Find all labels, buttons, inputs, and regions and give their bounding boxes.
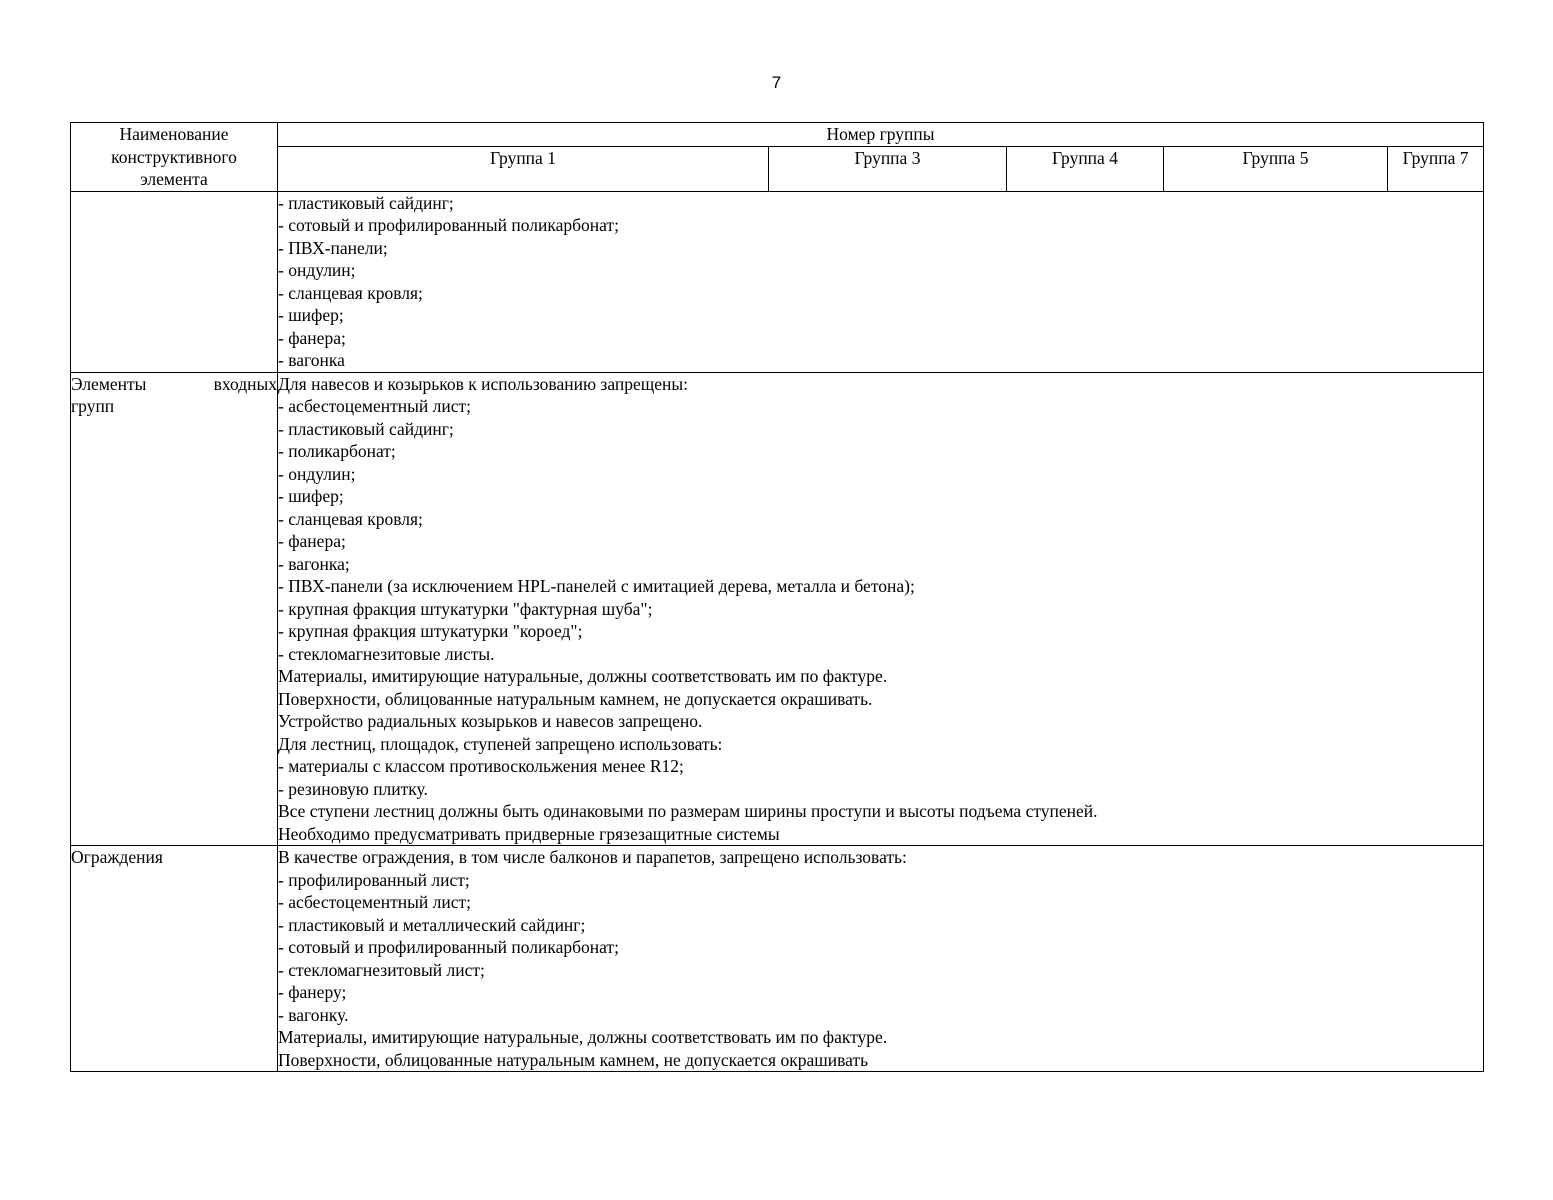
requirement-line: - профилированный лист; [278, 869, 470, 890]
requirement-line: Все ступени лестниц должны быть одинаковыми по размерам ширины проступи и высоты подъема ступеней. [278, 801, 1098, 821]
requirement-line: Необходимо предусматривать придверные грязезащитные системы [278, 823, 780, 844]
element-name-word: входных [213, 373, 277, 394]
requirement-line: - крупная фракция штукатурки "короед"; [278, 621, 583, 641]
element-name-cell: Ограждения [71, 846, 278, 1072]
requirement-line: - пластиковый и металлический сайдинг; [278, 914, 586, 935]
requirement-line: - фанера; [278, 327, 346, 348]
element-name-cell [71, 191, 278, 372]
requirements-cell [278, 191, 1484, 372]
requirement-line: - фанера; [278, 531, 346, 551]
header-group-number: Номер группы [278, 123, 1484, 147]
requirement-line: - стекломагнезитовый лист; [278, 959, 485, 980]
element-name-first-line [71, 373, 277, 396]
requirement-line: - ондулин; [278, 260, 356, 280]
requirement-line: - асбестоцементный лист; [278, 396, 471, 416]
requirement-line: Устройство радиальных козырьков и навесов запрещено. [278, 711, 703, 731]
requirement-line: - крупная фракция штукатурки "фактурная шуба"; [278, 598, 653, 619]
table-header-groups-row [71, 146, 1484, 191]
header-group-7: Группа 7 [1388, 146, 1484, 191]
requirement-line: - сланцевая кровля; [278, 282, 423, 303]
element-name-word: Элементы [71, 373, 147, 394]
table-row [71, 846, 1484, 1072]
requirement-line: - пластиковый сайдинг; [278, 192, 454, 213]
requirement-line: Поверхности, облицованные натуральным камнем, не допускается окрашивать [278, 1049, 869, 1070]
table-header-row [71, 123, 1484, 147]
requirement-line: - ПВХ-панели (за исключением HPL-панелей с имитацией дерева, металла и бетона); [278, 576, 915, 596]
header-group-3: Группа 3 [769, 146, 1007, 191]
header-name-line: конструктивного [111, 146, 237, 167]
requirement-line: - резиновую плитку. [278, 778, 428, 799]
table-row [71, 191, 1484, 372]
requirement-line: - сланцевая кровля; [278, 508, 423, 529]
header-name-line: Наименование [119, 124, 229, 144]
header-element-name [71, 123, 278, 192]
requirement-line: - фанеру; [278, 982, 347, 1002]
requirement-line: - вагонку. [278, 1004, 349, 1025]
requirement-line: - сотовый и профилированный поликарбонат; [278, 937, 619, 957]
page-number: 7 [771, 73, 782, 92]
requirement-line: - асбестоцементный лист; [278, 892, 471, 912]
requirement-line: Для навесов и козырьков к использованию запрещены: [278, 373, 688, 394]
element-name-cell [71, 372, 278, 846]
requirement-line: - поликарбонат; [278, 441, 396, 461]
header-group-5: Группа 5 [1164, 146, 1388, 191]
element-name-word: групп [71, 396, 115, 416]
requirement-line: - материалы с классом противоскольжения менее R12; [278, 756, 684, 776]
requirements-cell [278, 846, 1484, 1072]
header-group-4: Группа 4 [1007, 146, 1164, 191]
requirement-line: - стекломагнезитовые листы. [278, 643, 495, 664]
requirement-line: Материалы, имитирующие натуральные, должны соответствовать им по фактуре. [278, 1027, 888, 1047]
requirement-line: - ПВХ-панели; [278, 237, 388, 258]
requirement-line: - вагонка [278, 350, 345, 370]
table-row [71, 372, 1484, 846]
requirement-line: - вагонка; [278, 553, 350, 574]
header-group-1: Группа 1 [278, 146, 769, 191]
requirement-line: - шифер; [278, 305, 344, 325]
requirement-line: - шифер; [278, 486, 344, 506]
requirements-cell [278, 372, 1484, 846]
requirement-line: Материалы, имитирующие натуральные, должны соответствовать им по фактуре. [278, 666, 888, 686]
requirement-line: - пластиковый сайдинг; [278, 418, 454, 439]
requirement-line: - сотовый и профилированный поликарбонат; [278, 215, 619, 235]
requirement-line: - ондулин; [278, 463, 356, 484]
requirement-line: В качестве ограждения, в том числе балконов и парапетов, запрещено использовать: [278, 847, 907, 867]
header-name-line: элемента [140, 169, 208, 189]
requirement-line: Для лестниц, площадок, ступеней запрещено использовать: [278, 733, 723, 754]
requirements-table [70, 122, 1484, 1072]
requirement-line: Поверхности, облицованные натуральным камнем, не допускается окрашивать. [278, 688, 873, 709]
